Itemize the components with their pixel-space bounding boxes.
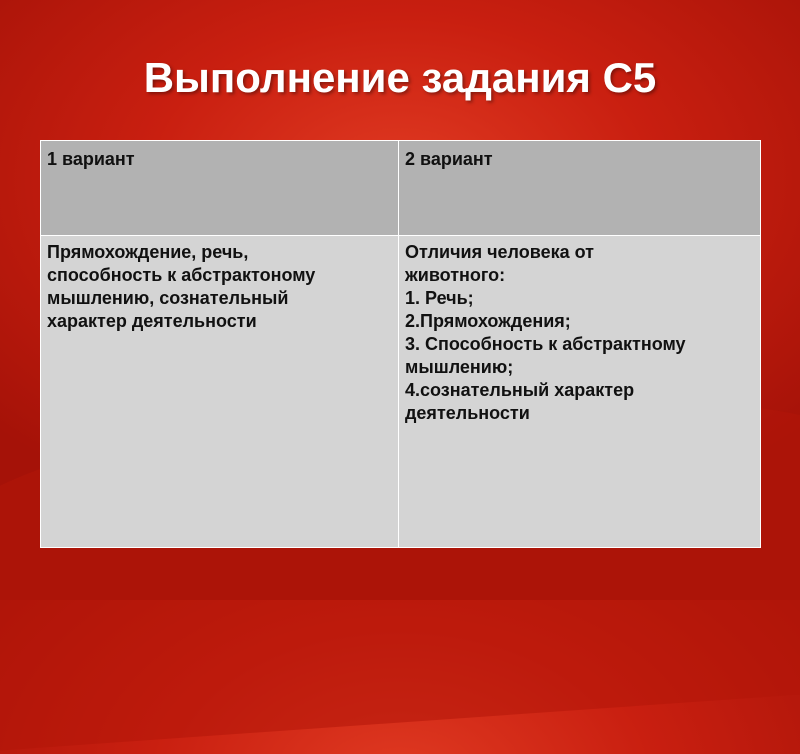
table-row <box>41 236 761 548</box>
cell-text-line: способность к абстрактоному <box>47 265 316 285</box>
cell-variant-2-answer <box>399 236 761 548</box>
cell-text-line: мышлению; <box>405 357 514 377</box>
cell-text-line: мышлению, сознательный <box>47 288 289 308</box>
cell-text-line: 1. Речь; <box>405 288 474 308</box>
cell-text-line: животного: <box>405 265 506 285</box>
header-cell-variant-2: 2 вариант <box>399 141 761 236</box>
comparison-table <box>40 140 761 548</box>
cell-variant-1-answer <box>41 236 399 548</box>
header-cell-variant-1: 1 вариант <box>41 141 399 236</box>
cell-text-line: Отличия человека от <box>405 242 594 262</box>
slide-title: Выполнение задания С5 <box>143 54 657 101</box>
table-header-row <box>41 141 761 236</box>
cell-text-line: деятельности <box>405 403 530 423</box>
cell-text-line: Прямохождение, речь, <box>47 242 249 262</box>
cell-text-line: 3. Способность к абстрактному <box>405 334 686 354</box>
cell-text-line: характер деятельности <box>47 311 257 331</box>
cell-text-line: 4.сознательный характер <box>405 380 635 400</box>
cell-text-line: 2.Прямохождения; <box>405 311 571 331</box>
